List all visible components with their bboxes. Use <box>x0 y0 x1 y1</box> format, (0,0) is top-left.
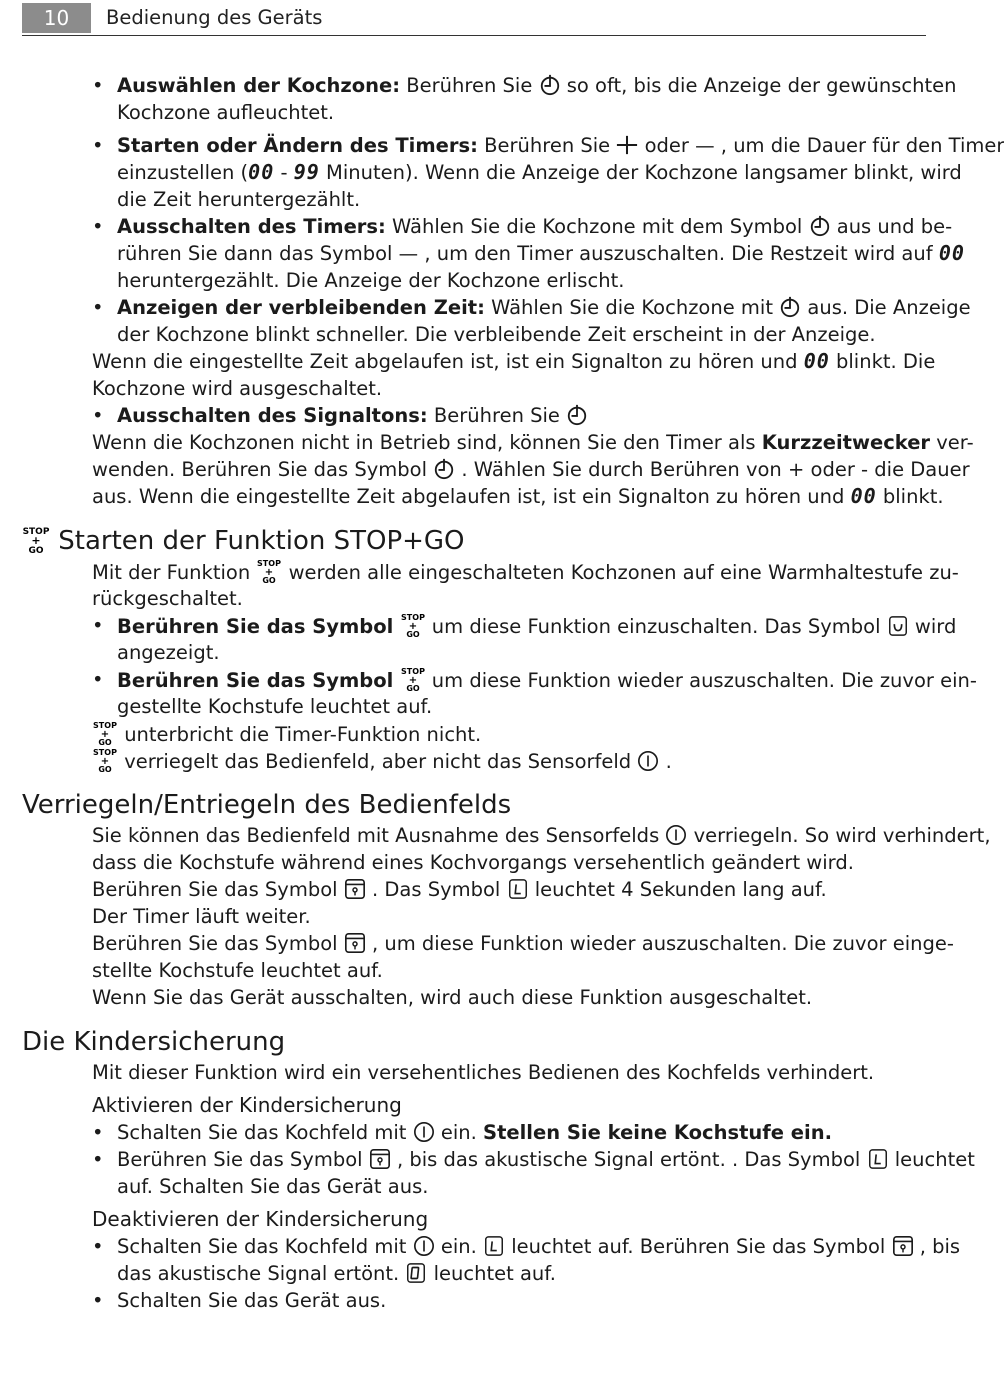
list-item: • Schalten Sie das Kochfeld mit ein. leuchtet auf. Berühren Sie das Symbol , bis <box>22 1233 928 1260</box>
page-header <box>22 3 926 36</box>
paragraph: Kochzone wird ausgeschaltet. <box>92 377 383 400</box>
list-item: • Ausschalten des Signaltons: Berühren Sie <box>22 402 928 429</box>
timer-clock-icon <box>779 296 801 318</box>
stop-go-icon <box>92 720 118 747</box>
stop-go-icon <box>22 525 50 555</box>
power-on-off-icon <box>665 824 687 846</box>
svg-text:+: + <box>408 675 417 686</box>
svg-text:+: + <box>100 729 110 740</box>
svg-text:STOP: STOP <box>93 721 117 730</box>
paragraph: Berühren Sie das Symbol , um diese Funktion wieder auszuschalten. Die zuvor einge- <box>92 932 954 955</box>
list-item-continued: die Zeit heruntergezählt. <box>117 188 361 211</box>
section-heading-child-lock: Die Kindersicherung <box>22 1027 286 1057</box>
paragraph: Sie können das Bedienfeld mit Ausnahme des Sensorfelds verriegeln. So wird verhindert, <box>92 824 991 847</box>
list-item-continued: heruntergezählt. Die Anzeige der Kochzone erlischt. <box>117 269 625 292</box>
digital-display-value: 99 <box>293 160 320 184</box>
svg-text:+: + <box>408 621 417 632</box>
stop-go-icon <box>400 666 426 693</box>
list-item-continued: angezeigt. <box>117 641 220 664</box>
list-item-continued: Kochzone aufleuchtet. <box>117 101 335 124</box>
svg-text:+: + <box>265 567 274 578</box>
list-item: • Auswählen der Kochzone: Berühren Sie so oft, bis die Anzeige der gewünschten <box>22 72 928 99</box>
list-item: • Starten oder Ändern des Timers: Berühren Sie oder — , um die Dauer für den Timer <box>22 132 928 159</box>
list-item-continued: rühren Sie dann das Symbol — , um den Timer auszuschalten. Die Restzeit wird auf 00 <box>117 241 965 265</box>
page-content <box>22 72 1004 1314</box>
power-on-off-icon <box>413 1121 435 1143</box>
plus-icon <box>616 134 638 156</box>
list-item: • Ausschalten des Timers: Wählen Sie die Kochzone mit dem Symbol aus und be- <box>22 213 928 240</box>
paragraph: dass die Kochstufe während eines Kochvorgangs versehentlich geändert wird. <box>92 851 854 874</box>
list-item: • Berühren Sie das Symbol STOP + GO um diese Funktion einzuschalten. Das Symbol wird <box>22 612 928 639</box>
stop-go-icon <box>256 558 282 585</box>
list-item-continued: der Kochzone blinkt schneller. Die verbleibende Zeit erscheint in der Anzeige. <box>117 323 876 346</box>
svg-text:GO: GO <box>98 765 112 774</box>
paragraph: Wenn die eingestellte Zeit abgelaufen ist, ist ein Signalton zu hören und 00 blinkt. Die <box>92 349 936 373</box>
key-lock-icon <box>344 932 366 954</box>
key-lock-icon <box>892 1235 914 1257</box>
svg-text:GO: GO <box>405 684 420 693</box>
timer-clock-icon <box>539 74 561 96</box>
svg-text:GO: GO <box>405 630 420 639</box>
note: STOP + GO verriegelt das Bedienfeld, aber nicht das Sensorfeld . <box>93 748 672 774</box>
list-item-continued: einzustellen (00 - 99 Minuten). Wenn die Anzeige der Kochzone langsamer blinkt, wird <box>117 160 962 184</box>
key-lock-icon <box>369 1148 391 1170</box>
paragraph: Mit dieser Funktion wird ein versehentliches Bedienen des Kochfelds verhindert. <box>92 1061 875 1084</box>
paragraph: Der Timer läuft weiter. <box>92 905 311 928</box>
list-item: • Schalten Sie das Kochfeld mit ein. Stellen Sie keine Kochstufe ein. <box>22 1119 928 1146</box>
svg-text:STOP: STOP <box>257 559 282 568</box>
list-item-continued: gestellte Kochstufe leuchtet auf. <box>117 695 433 718</box>
svg-text:GO: GO <box>28 546 44 556</box>
subsection-heading: Aktivieren der Kindersicherung <box>92 1093 402 1117</box>
digital-display-value: 00 <box>248 160 275 184</box>
section-heading-stopgo: STOP + GO Starten der Funktion STOP+GO <box>22 526 465 556</box>
paragraph: Berühren Sie das Symbol . Das Symbol leuchtet 4 Sekunden lang auf. <box>92 878 827 901</box>
section-heading-lock: Verriegeln/Entriegeln des Bedienfelds <box>22 790 512 820</box>
list-item: • Anzeigen der verbleibenden Zeit: Wählen Sie die Kochzone mit aus. Die Anzeige <box>22 294 928 321</box>
list-item-continued: auf. Schalten Sie das Gerät aus. <box>117 1175 429 1198</box>
list-item: • Berühren Sie das Symbol , bis das akustische Signal ertönt. . Das Symbol leuchtet <box>22 1146 928 1173</box>
svg-text:STOP: STOP <box>400 667 425 676</box>
svg-text:+: + <box>31 534 41 547</box>
paragraph: Wenn Sie das Gerät ausschalten, wird auch diese Funktion ausgeschaltet. <box>92 986 813 1009</box>
digital-display-value: 00 <box>850 484 877 508</box>
keep-warm-icon <box>887 615 909 637</box>
paragraph: Mit der Funktion STOP + GO werden alle eingeschalteten Kochzonen auf eine Warmhaltestufe zu- <box>92 559 959 585</box>
note: STOP + GO unterbricht die Timer-Funktion nicht. <box>93 721 482 747</box>
timer-clock-icon <box>809 215 831 237</box>
subsection-heading: Deaktivieren der Kindersicherung <box>92 1207 429 1231</box>
digital-display-value: 00 <box>803 349 830 373</box>
digital-display-value: 00 <box>938 241 965 265</box>
stop-go-icon <box>400 612 426 639</box>
stop-go-icon <box>92 747 118 774</box>
zero-display-icon <box>405 1262 427 1284</box>
svg-text:+: + <box>100 756 110 767</box>
lock-indicator-icon <box>483 1235 505 1257</box>
paragraph: Wenn die Kochzonen nicht in Betrieb sind, können Sie den Timer als Kurzzeitwecker ver- <box>92 431 974 454</box>
svg-text:STOP: STOP <box>93 748 117 757</box>
power-on-off-icon <box>413 1235 435 1257</box>
list-item: • Berühren Sie das Symbol STOP + GO um diese Funktion wieder auszuschalten. Die zuvor ein- <box>22 666 928 693</box>
paragraph: wenden. Berühren Sie das Symbol . Wählen Sie durch Berühren von + oder - die Dauer <box>92 458 970 481</box>
svg-text:GO: GO <box>98 738 112 747</box>
svg-text:GO: GO <box>262 576 277 585</box>
paragraph: aus. Wenn die eingestellte Zeit abgelaufen ist, ist ein Signalton zu hören und 00 blinkt. <box>92 484 944 508</box>
paragraph: stellte Kochstufe leuchtet auf. <box>92 959 383 982</box>
header-title: Bedienung des Geräts <box>106 6 323 29</box>
svg-text:STOP: STOP <box>400 613 425 622</box>
key-lock-icon <box>344 878 366 900</box>
power-on-off-icon <box>637 750 659 772</box>
list-item-continued: das akustische Signal ertönt. leuchtet auf. <box>117 1262 556 1285</box>
lock-indicator-icon <box>507 878 529 900</box>
timer-clock-icon <box>433 458 455 480</box>
page-number: 10 <box>22 3 91 33</box>
timer-clock-icon <box>566 404 588 426</box>
list-item: • Schalten Sie das Gerät aus. <box>22 1287 928 1314</box>
svg-text:STOP: STOP <box>22 527 50 537</box>
lock-indicator-icon <box>867 1148 889 1170</box>
paragraph: rückgeschaltet. <box>92 587 243 610</box>
